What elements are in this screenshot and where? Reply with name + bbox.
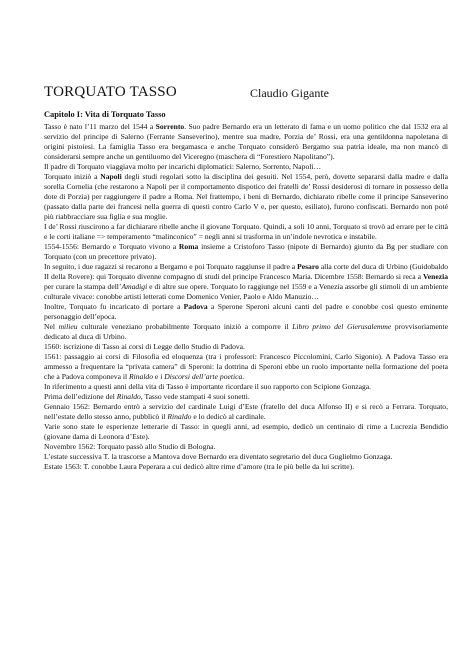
text-span: Prima dell’edizione del (44, 392, 117, 401)
paragraph (44, 322, 448, 342)
paragraph: Estate 1563: T. conobbe Laura Peperara a cui dedicò altre rime d’amore (tra le più belle da lui scritte). (44, 462, 355, 471)
text-span: Tasso è nato l’11 marzo del 1544 a (44, 122, 156, 131)
text-span: Gennaio 1562: Bernardo entrò a servizio del cardinale Luigi d’Este (fratello del duca Alfonso II) e si recò a Ferrara. Torquato, nell’estate dello stesso anno, pubblicò il (44, 402, 448, 421)
paragraph (44, 392, 448, 402)
document-body (44, 110, 448, 472)
paragraph (44, 242, 448, 262)
paragraph: Varie sono state le esperienze letterarie di Tasso: in quegli anni, ad esempio, dedicò un centinaio di rime a Lucrezia Bendidio (giovane dama di Leonora d’Este). (44, 422, 448, 441)
text-span: e di altre sue opere. Torquato lo raggiunge nel 1559 e a Venezia assorbe gli stimoli di un ambiente culturale vivace: conobbe artisti letterati come Domenico Venier, Paolo e Aldo Manuzio… (44, 282, 448, 301)
text-span: Torquato iniziò a (44, 172, 101, 181)
bold-place-name: Sorrento (155, 122, 185, 131)
text-span: . (242, 372, 245, 381)
document-title: TORQUATO TASSO (44, 84, 177, 100)
text-span: , Tasso vede stampati 4 suoi sonetti. (140, 392, 250, 401)
bold-place-name: Roma (178, 242, 199, 251)
paragraph (44, 172, 448, 222)
text-span: alla corte del duca di Urbino (Guidobaldo II della Rovere): qui Torquato divenne compagno di studi del principe Francesco Maria. Dicembre 1558: Bernardo si reca a (44, 262, 448, 281)
paragraph: 1560: iscrizione di Tasso ai corsi di Legge dello Studio di Padova. (44, 342, 245, 351)
paragraph: I de’ Rossi riuscirono a far dichiarare ribelle anche il giovane Torquato. Quindi, a soli 10 anni, Torquato si trovò ad errare per le città e le corti italiane => temperamento “malinconico” = negli anni si trasforma in un’indole nevrotica e instabile. (44, 222, 448, 241)
italic-work-title: Rinaldo (167, 412, 192, 421)
text-span: e i (153, 372, 165, 381)
italic-work-title: Amadigi (121, 282, 148, 291)
chapter-heading: Capitolo I: Vita di Torquato Tasso (44, 110, 166, 119)
paragraph: Il padre di Torquato viaggiava molto per incarichi diplomatici: Salerno, Sorrento, Napoli… (44, 162, 322, 171)
text-span: insieme a Cristoforo Tasso (nipote di Bernardo) giunto da Bg per studiare con Torquato (con un precettore privato). (44, 242, 448, 261)
text-span: degli studi regolari sotto la disciplina dei gesuiti. Nel 1554, però, dovette separarsi dalla madre e dalla sorella Cornelia (che restarono a Napoli per il comportamento dispotico dei fratelli de’ Rossi desiderosi di tornare in possesso della dote di Porzia) per raggiungere il padre a Roma. Nel frattempo, i beni di Bernardo, dichiarato ribelle come il principe Sanseverino (passato dalla parte dei francesi nella guerra di questi contro Carlo V e, per questo, esiliato), furono confiscati. Bernardo non poté più riabbracciare sua figlia e sua moglie. (44, 172, 448, 221)
text-span: . Suo padre Bernardo era un letterato di fama e un uomo politico che dal 1532 era al servizio del principe di Salerno (Ferrante Sanseverino), mentre sua madre, Porzia de’ Rossi, era una gentildonna napoletana di origini pistoiesi. La famiglia Tasso era bergamasca e anche Torquato considerò Bergamo sua patria ideale, ma non mancò di considerarsi sempre anche un gentiluomo del Viceregno (maschera di “Forestiero Napolitano”). (44, 122, 448, 161)
text-span: culturale veneziano probabilmente Torquato iniziò a comporre il (77, 322, 293, 331)
text-span: 1554-1556: Bernardo e Torquato vivono a (44, 242, 179, 251)
italic-work-title: Libro primo del Gierusalemme (292, 322, 392, 331)
paragraph: Novembre 1562: Torquato passò allo Studio di Bologna. (44, 442, 216, 451)
text-span: Nel (44, 322, 59, 331)
bold-place-name: Pesaro (297, 262, 319, 271)
bold-place-name: Napoli (100, 172, 122, 181)
bold-place-name: Venezia (422, 272, 448, 281)
paragraph (44, 262, 448, 302)
page-header (44, 84, 444, 102)
italic-work-title: Discorsi dell’arte poetica (164, 372, 243, 381)
paragraph (44, 402, 448, 422)
text-span: Inoltre, Torquato fu incaricato di portare a (44, 302, 184, 311)
paragraph (44, 302, 448, 322)
paragraph (44, 352, 448, 382)
italic-term: milieu (58, 322, 78, 331)
text-span: In seguito, i due ragazzi si recarono a Bergamo e poi Torquato raggiunse il padre a (44, 262, 298, 271)
text-span: a Sperone Speroni alcuni canti del padre e conobbe così questo eminente personaggio dell’epoca. (44, 302, 448, 321)
paragraph: In riferimento a questi anni della vita di Tasso è importante ricordare il suo rapporto con Scipione Gonzaga. (44, 382, 372, 391)
text-span: provvisoriamente dedicato al duca di Urbino. (44, 322, 448, 341)
text-span: per curare la stampa dell’ (44, 282, 122, 291)
author-name: Claudio Gigante (250, 86, 329, 100)
italic-work-title: Rinaldo (128, 372, 154, 381)
paragraph: L’estate successiva T. la trascorse a Mantova dove Bernardo era diventato segretario del duca Guglielmo Gonzaga. (44, 452, 393, 461)
paragraph (44, 122, 448, 162)
text-span: e lo dedicò al cardinale. (191, 412, 266, 421)
italic-work-title: Rinaldo (116, 392, 141, 401)
text-span: 1561: passaggio ai corsi di Filosofia ed eloquenza (tra i professori: Francesco Piccolomini, Carlo Sigonio). A Padova Tasso era ammesso a frequentare la “privata camera” di Speroni: la dottrina di Speroni ebbe un ruolo importante nella formazione del poeta che a Padova componeva il (44, 352, 448, 381)
bold-place-name: Padova (183, 302, 208, 311)
